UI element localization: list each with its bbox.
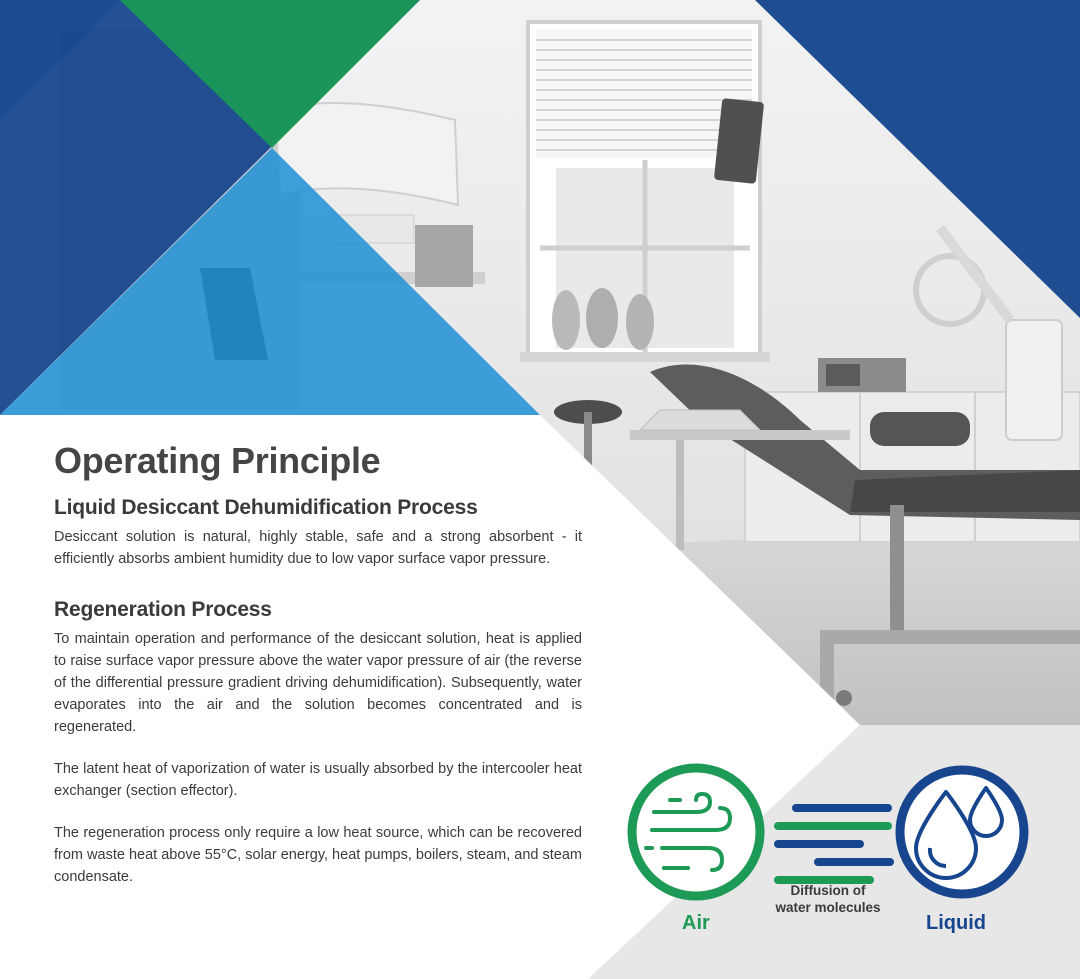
regeneration-paragraph-3: The regeneration process only require a low heat source, which can be recovered from waste heat above 55°C, solar energy, heat pumps, boilers, steam, and steam condensate.: [54, 825, 582, 885]
diffusion-label: [762, 882, 894, 916]
section-heading-liquid-desiccant: Liquid Desiccant Dehumidification Process: [54, 496, 478, 519]
section-body-liquid-desiccant: Desiccant solution is natural, highly stable, safe and a strong absorbent - it efficiently absorbs ambient humidity due to low vapor surface vapor pressure.: [54, 529, 582, 567]
section-heading-regeneration: Regeneration Process: [54, 598, 272, 621]
page-title: Operating Principle: [54, 440, 381, 481]
regeneration-paragraph-1: To maintain operation and performance of the desiccant solution, heat is applied to raise surface vapor pressure above the water vapor pressure of air (the reverse of the differential pressure gradient driving dehumidification). Subsequently, water evaporates into the air and the solution becomes concentrated and is regenerated.: [54, 631, 582, 735]
diffusion-label-line2: water molecules: [775, 900, 881, 915]
liquid-label: Liquid: [926, 912, 986, 934]
diffusion-label-line1: Diffusion of: [790, 883, 866, 898]
text-column: [54, 440, 582, 888]
water-drops-icon: [900, 770, 1024, 894]
air-label: Air: [682, 912, 710, 934]
wind-icon: [632, 768, 760, 896]
regeneration-paragraph-2: The latent heat of vaporization of water is usually absorbed by the intercooler heat exchanger (section effector).: [54, 761, 582, 799]
diffusion-bars: [774, 804, 894, 884]
